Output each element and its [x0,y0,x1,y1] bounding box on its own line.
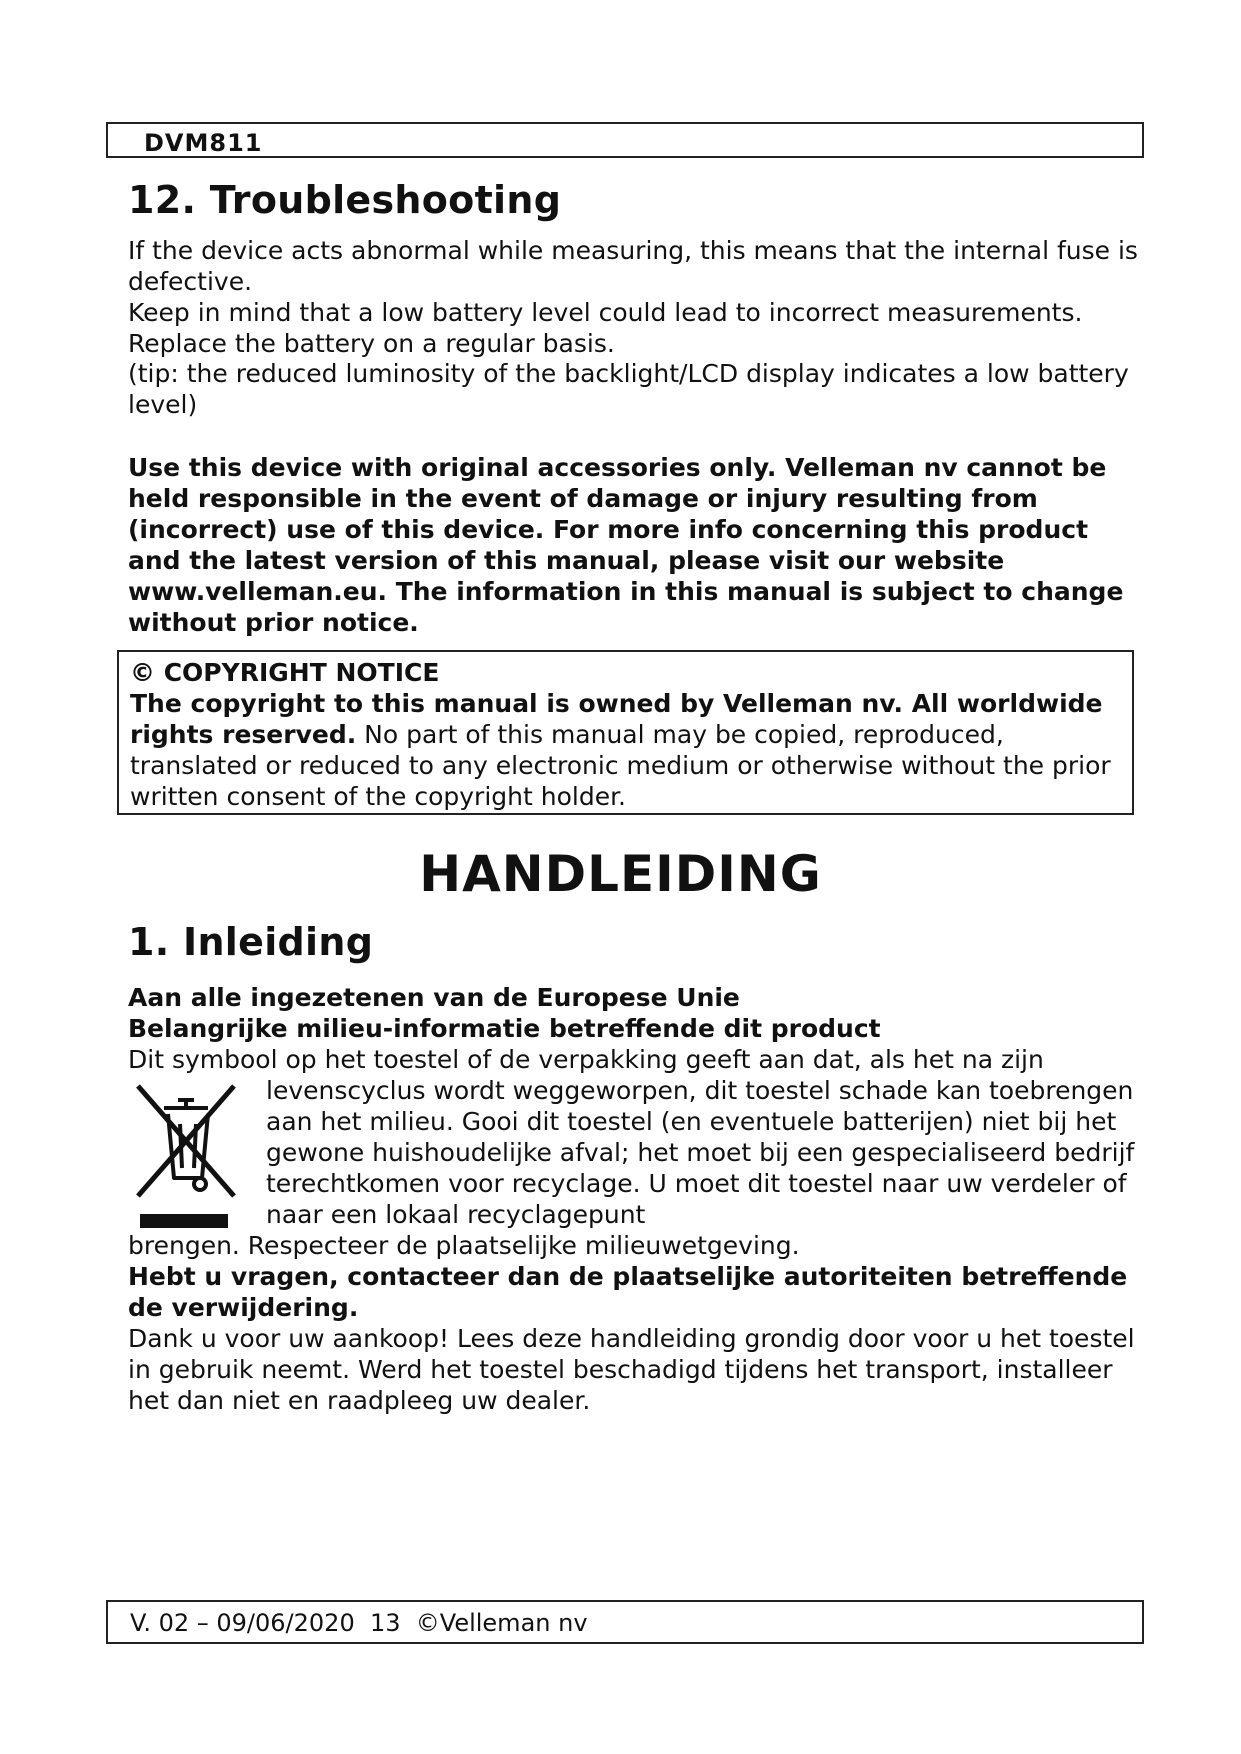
troubleshooting-paragraph-1: If the device acts abnormal while measuring, this means that the internal fuse is defective. [128,236,1138,296]
copyright-notice-text [130,657,1120,812]
copyright-notice-box [117,650,1134,815]
troubleshooting-title: 12. Troubleshooting [128,178,562,222]
troubleshooting-paragraph-2: Keep in mind that a low battery level could lead to incorrect measurements. Replace the battery on a regular basis. [128,298,1083,358]
troubleshooting-paragraph-3: (tip: the reduced luminosity of the backlight/LCD display indicates a low battery level) [128,359,1129,419]
copyright-bold-text: The copyright to this manual is owned by Velleman nv. All worldwide rights reserved. [130,689,1103,749]
page-footer [106,1600,1144,1644]
weee-wrapped-text: levenscyclus wordt weggeworpen, dit toestel schade kan toebrengen aan het milieu. Gooi dit toestel (en eventuele batterijen) niet bij het gewone huishoudelijke afval; het moet bij een gespecialiseerd bedrijf terechtkomen voor recyclage. U moet dit toestel naar uw verdeler of naar een lokaal recyclagepunt [266,1076,1135,1229]
warning-paragraph: Use this device with original accessories only. Velleman nv cannot be held responsible in the event of damage or injury resulting from (incorrect) use of this device. For more info concerning this product and the latest version of this manual, please visit our website www.velleman.eu. The information in this manual is subject to change without prior notice. [128,453,1124,637]
weee-first-line: Dit symbool op het toestel of de verpakking geeft aan dat, als het na zijn [128,1045,1044,1074]
footer-text: V. 02 – 09/06/2020 13 ©Velleman nv [130,1609,588,1637]
contact-authorities-text: Hebt u vragen, contacteer dan de plaatselijke autoriteiten betreffende de verwijdering. [128,1262,1128,1322]
model-label: DVM811 [144,129,263,157]
weee-end-line: brengen. Respecteer de plaatselijke milieuwetgeving. [128,1231,800,1260]
crossed-out-wheelie-bin-icon [130,1078,242,1228]
inleiding-subheading-1: Aan alle ingezetenen van de Europese Unie [128,983,740,1012]
copyright-body-text: No part of this manual may be copied, reproduced, translated or reduced to any electronic medium or otherwise without the prior written consent of the copyright holder. [130,720,1111,811]
copyright-heading: © COPYRIGHT NOTICE [130,658,440,687]
page-header [106,122,1144,158]
main-title: HANDLEIDING [419,845,822,903]
thank-you-paragraph: Dank u voor uw aankoop! Lees deze handleiding grondig door voor u het toestel in gebruik neemt. Werd het toestel beschadigd tijdens het transport, installeer het dan niet en raadpleeg uw dealer. [128,1324,1135,1415]
inleiding-title: 1. Inleiding [128,920,374,964]
inleiding-subheading-2: Belangrijke milieu-informatie betreffende dit product [128,1014,881,1043]
